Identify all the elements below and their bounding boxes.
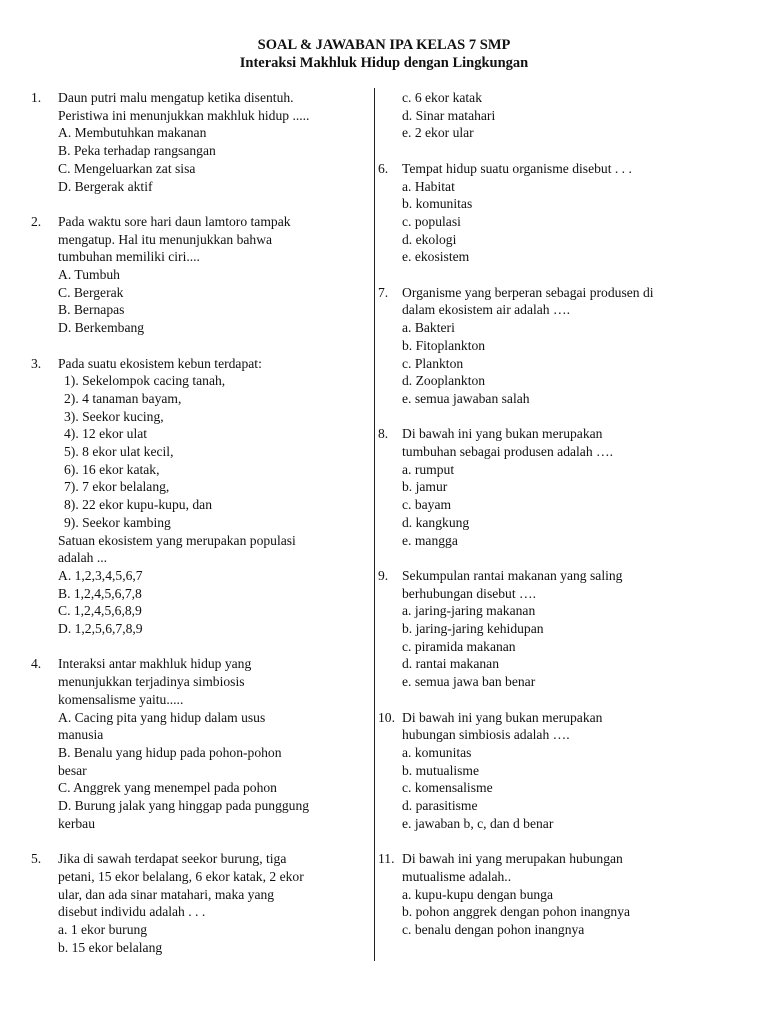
question-text: berhubungan disebut …. xyxy=(402,585,537,601)
question-number: 6. xyxy=(378,160,389,176)
question-8 xyxy=(378,425,723,549)
answer-option: a. Bakteri xyxy=(402,320,455,336)
answer-option: c. bayam xyxy=(402,497,452,513)
question-4 xyxy=(31,655,361,832)
answer-option: c. benalu dengan pohon inangnya xyxy=(402,921,585,937)
question-number: 10. xyxy=(378,709,395,725)
answer-option: d. ekologi xyxy=(402,231,457,247)
answer-option: C. Anggrek yang menempel pada pohon xyxy=(58,780,277,796)
answer-option: kerbau xyxy=(58,815,95,831)
question-5 xyxy=(31,850,361,956)
answer-option: C. Mengeluarkan zat sisa xyxy=(58,160,196,176)
question-text: Organisme yang berperan sebagai produsen di xyxy=(402,284,654,300)
question-number: 11. xyxy=(378,851,395,867)
answer-option: manusia xyxy=(58,727,104,743)
list-item: 5). 8 ekor ulat kecil, xyxy=(64,444,174,460)
answer-option: c. Plankton xyxy=(402,355,464,371)
question-number: 8. xyxy=(378,426,389,442)
question-text: Di bawah ini yang bukan merupakan xyxy=(402,426,603,442)
question-6 xyxy=(378,160,723,266)
answer-option: B. Benalu yang hidup pada pohon-pohon xyxy=(58,744,282,760)
question-text: Di bawah ini yang merupakan hubungan xyxy=(402,851,623,867)
question-9 xyxy=(378,567,723,691)
question-text: mutualisme adalah.. xyxy=(402,868,512,884)
question-text: tumbuhan memiliki ciri.... xyxy=(58,249,200,265)
question-1 xyxy=(31,89,361,195)
answer-option: D. Burung jalak yang hinggap pada punggung xyxy=(58,798,310,814)
question-text: Di bawah ini yang bukan merupakan xyxy=(402,709,603,725)
question-text: ular, dan ada sinar matahari, maka yang xyxy=(58,886,275,902)
answer-option: b. jaring-jaring kehidupan xyxy=(402,621,544,637)
question-text: Tempat hidup suatu organisme disebut . . . xyxy=(402,160,632,176)
list-item: 2). 4 tanaman bayam, xyxy=(64,390,182,406)
answer-option: d. Sinar matahari xyxy=(402,107,496,123)
answer-option: C. Bergerak xyxy=(58,284,124,300)
list-item: 7). 7 ekor belalang, xyxy=(64,479,170,495)
answer-option: B. 1,2,4,5,6,7,8 xyxy=(58,585,142,601)
question-3 xyxy=(31,355,361,638)
answer-option: c. populasi xyxy=(402,213,461,229)
question-text: Daun putri malu mengatup ketika disentuh. xyxy=(58,90,294,105)
answer-option: A. Tumbuh xyxy=(58,267,120,283)
answer-option: b. 15 ekor belalang xyxy=(58,939,163,955)
answer-option: a. Habitat xyxy=(402,178,455,194)
question-5-continued xyxy=(378,89,723,142)
list-item: 6). 16 ekor katak, xyxy=(64,461,160,477)
left-column xyxy=(31,89,361,974)
answer-option: c. komensalisme xyxy=(402,780,493,796)
answer-option: b. mutualisme xyxy=(402,762,480,778)
question-number: 2. xyxy=(31,213,42,229)
question-text: disebut individu adalah . . . xyxy=(58,904,206,920)
answer-option: e. semua jawa ban benar xyxy=(402,674,536,690)
answer-option: e. mangga xyxy=(402,532,458,548)
answer-option: d. Zooplankton xyxy=(402,373,486,389)
list-item: 4). 12 ekor ulat xyxy=(64,426,148,442)
answer-option: b. pohon anggrek dengan pohon inangnya xyxy=(402,904,631,920)
answer-option: a. kupu-kupu dengan bunga xyxy=(402,886,554,902)
answer-option: a. jaring-jaring makanan xyxy=(402,603,536,619)
question-number: 4. xyxy=(31,656,42,672)
column-divider xyxy=(374,88,375,961)
question-text: Interaksi antar makhluk hidup yang xyxy=(58,656,252,672)
answer-option: D. Bergerak aktif xyxy=(58,178,153,194)
answer-option: c. 6 ekor katak xyxy=(402,90,483,105)
answer-option: a. rumput xyxy=(402,461,455,477)
list-item: 9). Seekor kambing xyxy=(64,514,171,530)
question-text: Pada suatu ekosistem kebun terdapat: xyxy=(58,355,262,371)
answer-option: e. jawaban b, c, dan d benar xyxy=(402,815,554,831)
answer-option: B. Peka terhadap rangsangan xyxy=(58,143,216,159)
list-item: 8). 22 ekor kupu-kupu, dan xyxy=(64,497,212,513)
question-number: 9. xyxy=(378,567,389,583)
answer-option: e. 2 ekor ular xyxy=(402,125,474,141)
right-column xyxy=(378,89,723,956)
answer-option: a. komunitas xyxy=(402,744,472,760)
question-text: Satuan ekosistem yang merupakan populasi xyxy=(58,532,296,548)
answer-option: D. 1,2,5,6,7,8,9 xyxy=(58,621,143,637)
question-text: Sekumpulan rantai makanan yang saling xyxy=(402,567,623,583)
answer-option: A. Membutuhkan makanan xyxy=(58,125,207,141)
question-text: Jika di sawah terdapat seekor burung, tiga xyxy=(58,851,287,867)
answer-option: c. piramida makanan xyxy=(402,638,516,654)
answer-option: b. jamur xyxy=(402,479,448,495)
question-text: Pada waktu sore hari daun lamtoro tampak xyxy=(58,213,291,229)
answer-option: d. kangkung xyxy=(402,514,470,530)
question-text: petani, 15 ekor belalang, 6 ekor katak, 2 ekor xyxy=(58,868,304,884)
question-number: 1. xyxy=(31,90,42,105)
question-number: 3. xyxy=(31,355,42,371)
list-item: 1). Sekelompok cacing tanah, xyxy=(64,373,226,389)
question-2 xyxy=(31,213,361,337)
answer-option: a. 1 ekor burung xyxy=(58,921,148,937)
question-10 xyxy=(378,709,723,833)
answer-option: e. semua jawaban salah xyxy=(402,390,530,406)
document-title: SOAL & JAWABAN IPA KELAS 7 SMP xyxy=(257,37,511,53)
answer-option: d. parasitisme xyxy=(402,798,478,814)
question-number: 5. xyxy=(31,851,42,867)
answer-option: A. 1,2,3,4,5,6,7 xyxy=(58,567,143,583)
answer-option: D. Berkembang xyxy=(58,320,145,336)
question-text: dalam ekosistem air adalah …. xyxy=(402,302,570,318)
question-text: hubungan simbiosis adalah …. xyxy=(402,727,570,743)
question-11 xyxy=(378,850,723,939)
answer-option: b. komunitas xyxy=(402,196,473,212)
answer-option: e. ekosistem xyxy=(402,249,470,265)
question-text: tumbuhan sebagai produsen adalah …. xyxy=(402,444,614,460)
question-number: 7. xyxy=(378,284,389,300)
question-text: mengatup. Hal itu menunjukkan bahwa xyxy=(58,231,273,247)
answer-option: A. Cacing pita yang hidup dalam usus xyxy=(58,709,266,725)
question-7 xyxy=(378,284,723,408)
answer-option: C. 1,2,4,5,6,8,9 xyxy=(58,603,142,619)
question-text: Peristiwa ini menunjukkan makhluk hidup ..... xyxy=(58,107,310,123)
answer-option: d. rantai makanan xyxy=(402,656,500,672)
question-text: menunjukkan terjadinya simbiosis xyxy=(58,674,245,690)
answer-option: b. Fitoplankton xyxy=(402,337,486,353)
question-text: adalah ... xyxy=(58,550,108,566)
answer-option: besar xyxy=(58,762,87,778)
answer-option: B. Bernapas xyxy=(58,302,125,318)
question-text: komensalisme yaitu..... xyxy=(58,691,184,707)
list-item: 3). Seekor kucing, xyxy=(64,408,164,424)
document-subtitle: Interaksi Makhluk Hidup dengan Lingkungan xyxy=(239,55,529,71)
